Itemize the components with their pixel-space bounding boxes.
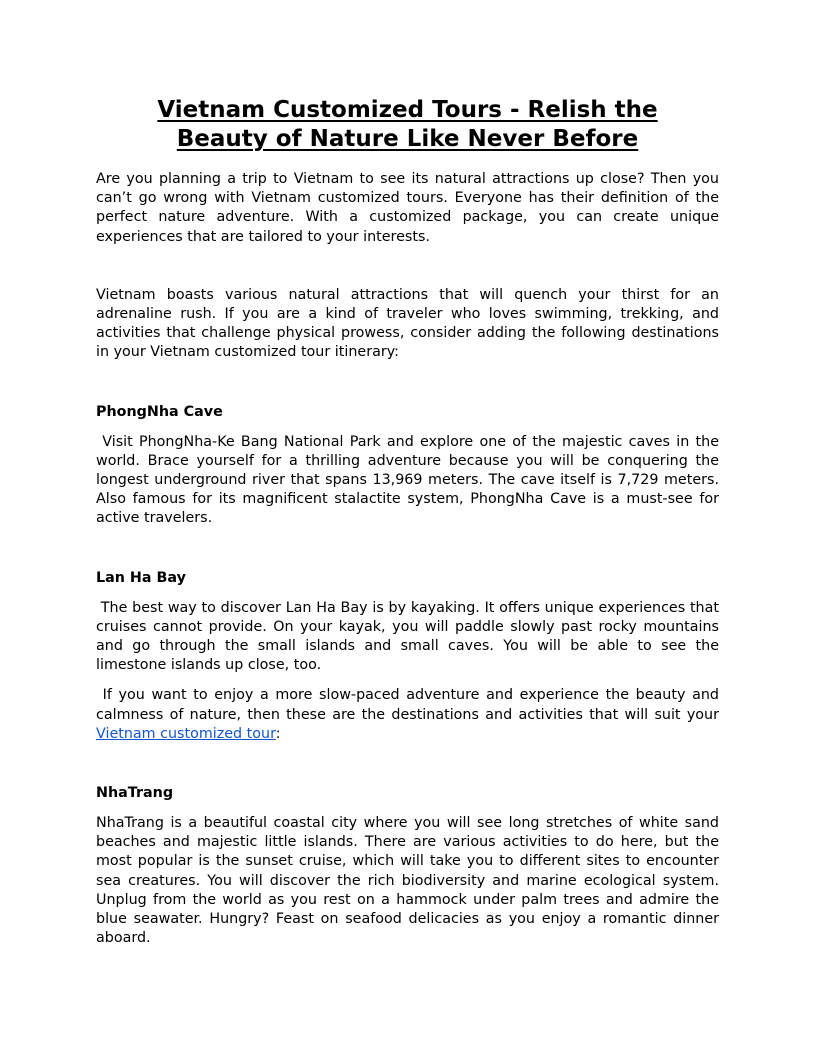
section-body-nhatrang: NhaTrang is a beautiful coastal city where you will see long stretches of white sand beaches and majestic little islands. There are various activities to do here, but the most popular is the sunset cruise, which will take you to different sites to encounter sea creatures. You will discover the rich biodiversity and marine ecological system. Unplug from the world as you rest on a hammock under palm trees and admire the blue seawater. Hungry? Feast on seafood delicacies as you enjoy a romantic dinner aboard. bbox=[96, 815, 719, 947]
section-body-phongnha: Visit PhongNha-Ke Bang National Park and explore one of the majestic caves in the world. Brace yourself for a thrilling adventure because you will be conquering the longest underground river that spans 13,969 meters. The cave itself is 7,729 meters. Also famous for its magnificent stalactite system, PhongNha Cave is a must-see for active travelers. bbox=[96, 433, 719, 527]
title-line-2: Beauty of Nature Like Never Before bbox=[176, 126, 639, 152]
document-title bbox=[96, 96, 719, 154]
vietnam-attractions-paragraph: Vietnam boasts various natural attractions that will quench your thirst for an adrenaline rush. If you are a kind of traveler who loves swimming, trekking, and activities that challenge physical prowess, consider adding the following destinations in your Vietnam customized tour itinerary: bbox=[96, 286, 719, 361]
section-body-lanha: The best way to discover Lan Ha Bay is by kayaking. It offers unique experiences that cruises cannot provide. On your kayak, you will paddle slowly past rocky mountains and go through the small islands and small caves. You will be able to see the limestone islands up close, too. bbox=[96, 599, 719, 674]
section-heading-lanha: Lan Ha Bay bbox=[96, 569, 186, 586]
title-line-1: Vietnam Customized Tours - Relish the bbox=[157, 97, 658, 123]
intro-paragraph: Are you planning a trip to Vietnam to see its natural attractions up close? Then you can’t go wrong with Vietnam customized tours. Everyone has their definition of the perfect nature adventure. With a customized package, you can create unique experiences that are tailored to your interests. bbox=[96, 171, 719, 245]
slow-paced-text: If you want to enjoy a more slow-paced adventure and experience the beauty and calmness of nature, then these are the destinations and activities that will suit your bbox=[96, 687, 719, 723]
section-heading-phongnha: PhongNha Cave bbox=[96, 403, 223, 420]
slow-paced-paragraph bbox=[96, 686, 719, 744]
document-page bbox=[96, 96, 719, 948]
slow-paced-colon: : bbox=[275, 725, 281, 742]
vietnam-customized-tour-link[interactable]: Vietnam customized tour bbox=[96, 725, 276, 742]
section-heading-nhatrang: NhaTrang bbox=[96, 785, 174, 802]
